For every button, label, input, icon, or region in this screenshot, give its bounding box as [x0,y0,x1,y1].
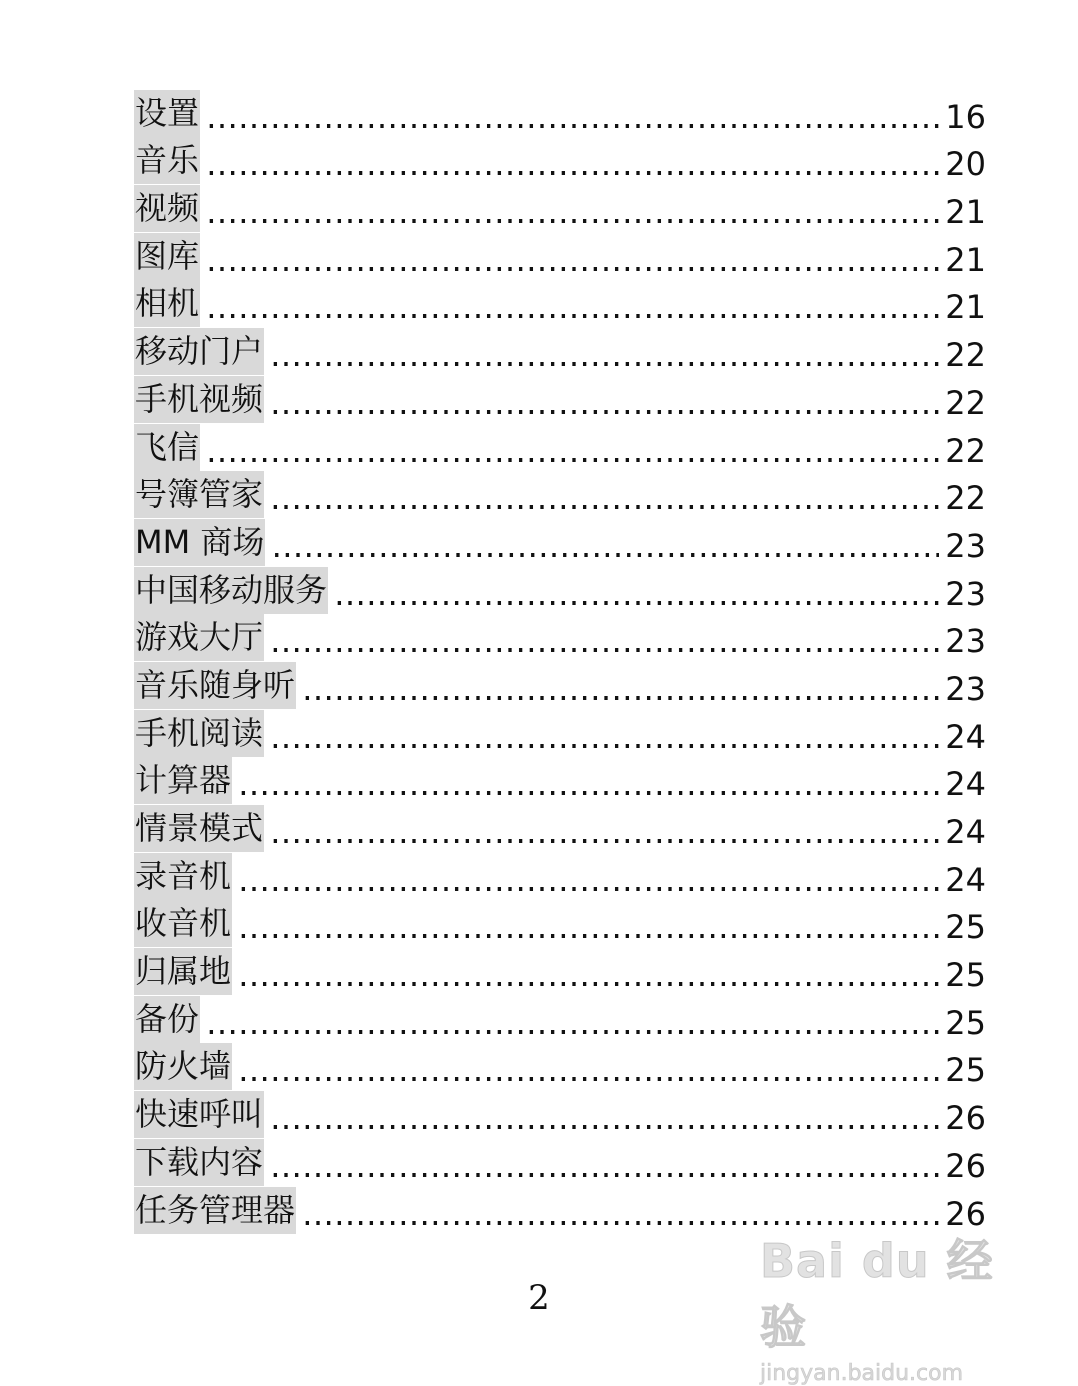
toc-leader-dots [206,97,939,137]
toc-entry-title: 移动门户 [134,328,264,375]
toc-leader-dots [206,144,939,184]
baidu-jingyan-watermark [760,1225,1020,1386]
toc-entry-title: 任务管理器 [134,1187,296,1234]
toc-entry[interactable] [134,852,986,900]
toc-entry-title: MM 商场 [134,519,265,566]
toc-leader-dots [270,383,939,423]
watermark-url: jingyan.baidu.com [760,1361,964,1386]
toc-entry[interactable] [134,804,986,852]
toc-leader-dots [270,717,939,757]
toc-leader-dots [270,1098,939,1138]
toc-entry[interactable] [134,614,986,662]
toc-entry-page: 26 [945,1146,986,1185]
toc-entry-title: 手机视频 [134,376,264,423]
toc-entry[interactable] [134,709,986,757]
toc-entry[interactable] [134,947,986,995]
toc-leader-dots [271,526,939,566]
toc-entry-title: 备份 [134,996,200,1043]
toc-leader-dots [238,907,939,947]
toc-leader-dots [270,621,939,661]
toc-entry-title: 视频 [134,185,200,232]
toc-entry-page: 23 [945,574,986,613]
toc-entry[interactable] [134,375,986,423]
toc-entry-page: 22 [945,383,986,422]
toc-entry-page: 23 [945,669,986,708]
toc-entry-title: 快速呼叫 [134,1091,264,1138]
toc-leader-dots [238,764,939,804]
toc-leader-dots [206,1003,939,1043]
toc-entry-title: 录音机 [134,853,232,900]
toc-entry-title: 归属地 [134,948,232,995]
toc-entry-page: 22 [945,479,986,518]
toc-entry-page: 26 [945,1194,986,1233]
toc-leader-dots [270,335,939,375]
watermark-logo: Bai du 经验 [760,1234,994,1354]
toc-entry-title: 手机阅读 [134,710,264,757]
toc-entry[interactable] [134,232,986,280]
toc-entry-page: 26 [945,1099,986,1138]
toc-entry-title: 游戏大厅 [134,614,264,661]
toc-entry-title: 音乐随身听 [134,662,296,709]
toc-entry-page: 21 [945,240,986,279]
toc-entry[interactable] [134,995,986,1043]
toc-entry-title: 情景模式 [134,805,264,852]
toc-entry[interactable] [134,137,986,185]
toc-entry-page: 21 [945,288,986,327]
toc-entry-title: 相机 [134,280,200,327]
toc-entry-page: 25 [945,956,986,995]
table-of-contents [134,89,986,1234]
toc-entry-page: 24 [945,765,986,804]
toc-entry[interactable] [134,518,986,566]
toc-entry-page: 21 [945,193,986,232]
toc-entry[interactable] [134,1043,986,1091]
toc-entry-page: 22 [945,431,986,470]
toc-entry[interactable] [134,661,986,709]
toc-entry-page: 16 [945,97,986,136]
toc-entry[interactable] [134,900,986,948]
toc-entry-page: 24 [945,717,986,756]
toc-entry-title: 飞信 [134,424,200,471]
toc-entry[interactable] [134,471,986,519]
toc-entry-title: 设置 [134,90,200,137]
toc-entry[interactable] [134,566,986,614]
toc-entry-title: 计算器 [134,757,232,804]
toc-entry[interactable] [134,184,986,232]
toc-entry-title: 下载内容 [134,1139,264,1186]
toc-leader-dots [270,478,939,518]
toc-entry-page: 25 [945,1051,986,1090]
toc-entry[interactable] [134,757,986,805]
toc-leader-dots [206,431,939,471]
toc-leader-dots [206,192,939,232]
toc-leader-dots [206,240,939,280]
toc-entry-title: 号簿管家 [134,471,264,518]
toc-leader-dots [270,812,939,852]
toc-leader-dots [302,669,939,709]
toc-entry[interactable] [134,423,986,471]
toc-entry-page: 22 [945,336,986,375]
toc-entry-title: 中国移动服务 [134,567,328,614]
toc-entry[interactable] [134,1138,986,1186]
toc-leader-dots [238,955,939,995]
toc-entry-page: 23 [945,622,986,661]
toc-leader-dots [270,1146,939,1186]
toc-entry[interactable] [134,89,986,137]
toc-leader-dots [238,860,939,900]
toc-entry-page: 24 [945,813,986,851]
toc-leader-dots [206,287,939,327]
toc-entry-page: 25 [945,908,986,947]
toc-entry-title: 音乐 [134,137,200,184]
page-number: 2 [528,1278,550,1318]
toc-entry-page: 25 [945,1003,986,1042]
toc-entry-page: 23 [945,526,986,565]
toc-entry[interactable] [134,280,986,328]
toc-entry-page: 20 [945,145,986,184]
toc-entry[interactable] [134,1090,986,1138]
toc-entry[interactable] [134,327,986,375]
toc-entry-title: 防火墙 [134,1043,232,1090]
toc-leader-dots [334,574,939,614]
toc-leader-dots [238,1050,939,1090]
toc-entry-page: 24 [945,860,986,899]
toc-entry-title: 图库 [134,233,200,280]
toc-entry-title: 收音机 [134,900,232,947]
